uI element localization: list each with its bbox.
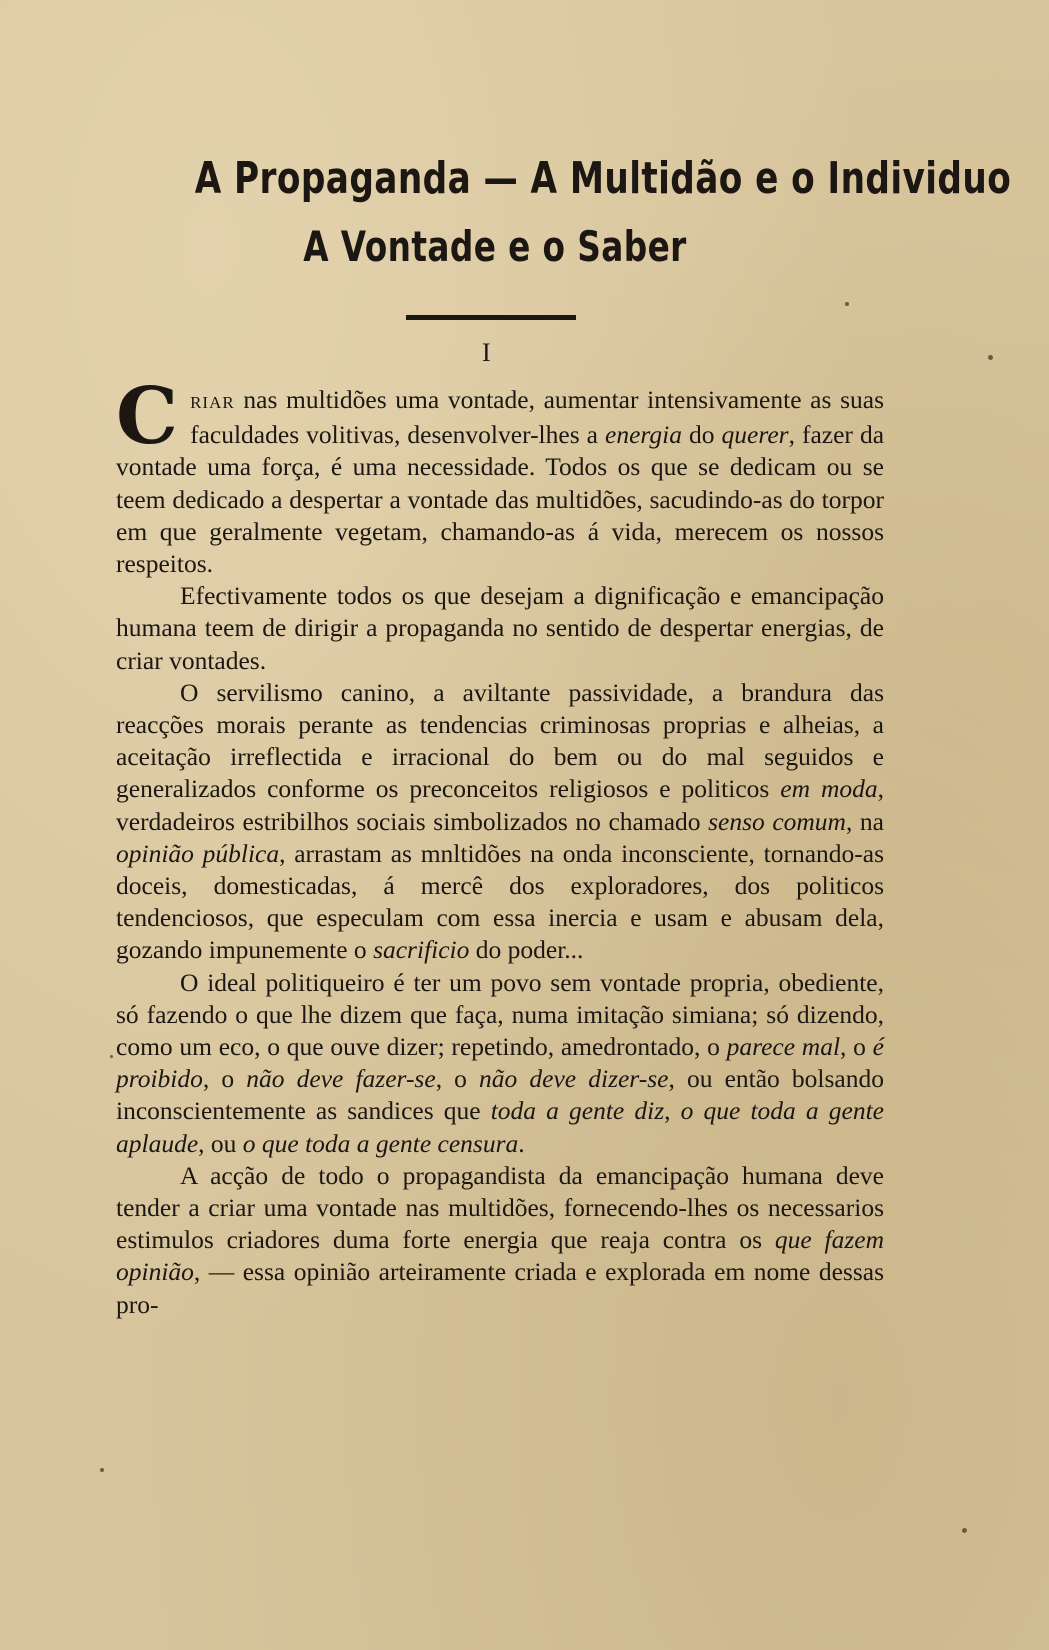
- text-run: , arrastam as mnltidões na onda inconsciente, tornando-as doceis, domesticadas, á mercê dos exploradores, dos politicos tendenciosos, que especulam com essa inercia e usam e abusam dela, gozando impunemente o: [116, 838, 884, 965]
- text-run: A acção de todo o propagandista da emancipação humana deve tender a criar uma vontade nas multidões, fornecendo-lhes os necessarios estimulos criadores duma forte energia que reaja contra os: [116, 1160, 884, 1255]
- italic-run: que fazem opinião: [116, 1225, 885, 1287]
- paragraph-2: Efectivamente todos os que desejam a dignificação e emancipação humana teem de dirigir a propaganda no sentido de despertar energias, de criar vontades.: [116, 581, 884, 675]
- text-run: , — essa opinião arteiramente criada e explorada em nome dessas pro-: [116, 1257, 884, 1319]
- paper-speck: [988, 355, 993, 360]
- italic-run: o que toda a gente censura: [242, 1128, 519, 1158]
- text-run: , o: [840, 1032, 873, 1062]
- italic-run: é proibido: [116, 1032, 884, 1094]
- article-body: [116, 371, 885, 1321]
- paper-speck: [100, 1468, 104, 1472]
- italic-run: toda a gente diz: [490, 1096, 665, 1126]
- text-run: , o: [202, 1064, 247, 1094]
- italic-run: não deve dizer-se: [479, 1064, 669, 1094]
- italic-run: sacrificio: [373, 935, 470, 965]
- text-run: , ou então bolsando inconscientemente as sandices que: [116, 1064, 884, 1126]
- italic-run: em moda: [780, 774, 878, 804]
- paragraph-3: [116, 677, 884, 967]
- text-run: nas multidões uma vontade, aumentar intensivamente as suas faculdades volitivas, desenvolver-lhes a: [190, 385, 884, 450]
- text-run: ,: [664, 1096, 681, 1126]
- text-run: , o: [435, 1064, 480, 1094]
- title-divider: [406, 315, 576, 320]
- article-title: [110, 150, 1012, 276]
- section-number: I: [482, 338, 491, 367]
- italic-run: não deve fazer-se: [246, 1064, 436, 1094]
- text-run: .: [518, 1128, 525, 1158]
- text-run: O servilismo canino, a aviltante passividade, a brandura das reacções morais perante as tendencias criminosas proprias e alheias, a aceitação irreflectida e irracional do bem ou do mal seguidos e generalizados conforme os preconceitos religiosos e politicos: [116, 677, 884, 804]
- paragraph-1: [116, 371, 885, 580]
- paragraph-5: [116, 1160, 884, 1321]
- paper-speck: [962, 1528, 967, 1533]
- text-run: , verdadeiros estribilhos sociais simbolizados no chamado: [116, 774, 884, 836]
- text-run: do: [681, 420, 722, 450]
- italic-run: opinião pública: [116, 838, 280, 868]
- title-line-2: A Vontade e o Saber: [303, 222, 687, 271]
- text-run: , na: [845, 806, 884, 836]
- drop-cap: C: [116, 371, 179, 462]
- paper-speck: [845, 302, 849, 306]
- text-run: , fazer da vontade uma força, é uma necessidade. Todos os que se dedicam ou se teem dedicado a despertar a vontade das multidões, sacudindo-as do torpor em que geralmente vegetam, chamando-as á vida, merecem os nossos respeitos.: [116, 420, 885, 579]
- text-run: do poder...: [469, 935, 584, 965]
- text-run: , ou: [198, 1128, 243, 1158]
- italic-run: energia: [605, 420, 682, 450]
- text-run: O ideal politiqueiro é ter um povo sem vontade propria, obediente, só fazendo o que lhe dizem que faça, numa imitação simiana; só dizendo, como um eco, o que ouve dizer; repetindo, amedrontado, o: [116, 967, 884, 1062]
- italic-run: senso comum: [708, 806, 846, 836]
- italic-run: o que toda a gente aplaude: [116, 1096, 885, 1158]
- paper-speck: [110, 1055, 113, 1058]
- italic-run: querer: [721, 420, 789, 450]
- title-line-1: A Propaganda — A Multidão e o Individuo: [194, 153, 1012, 204]
- paragraph-4: [116, 967, 884, 1160]
- italic-run: parece mal: [726, 1032, 841, 1062]
- smallcaps-word: RIAR: [190, 393, 235, 412]
